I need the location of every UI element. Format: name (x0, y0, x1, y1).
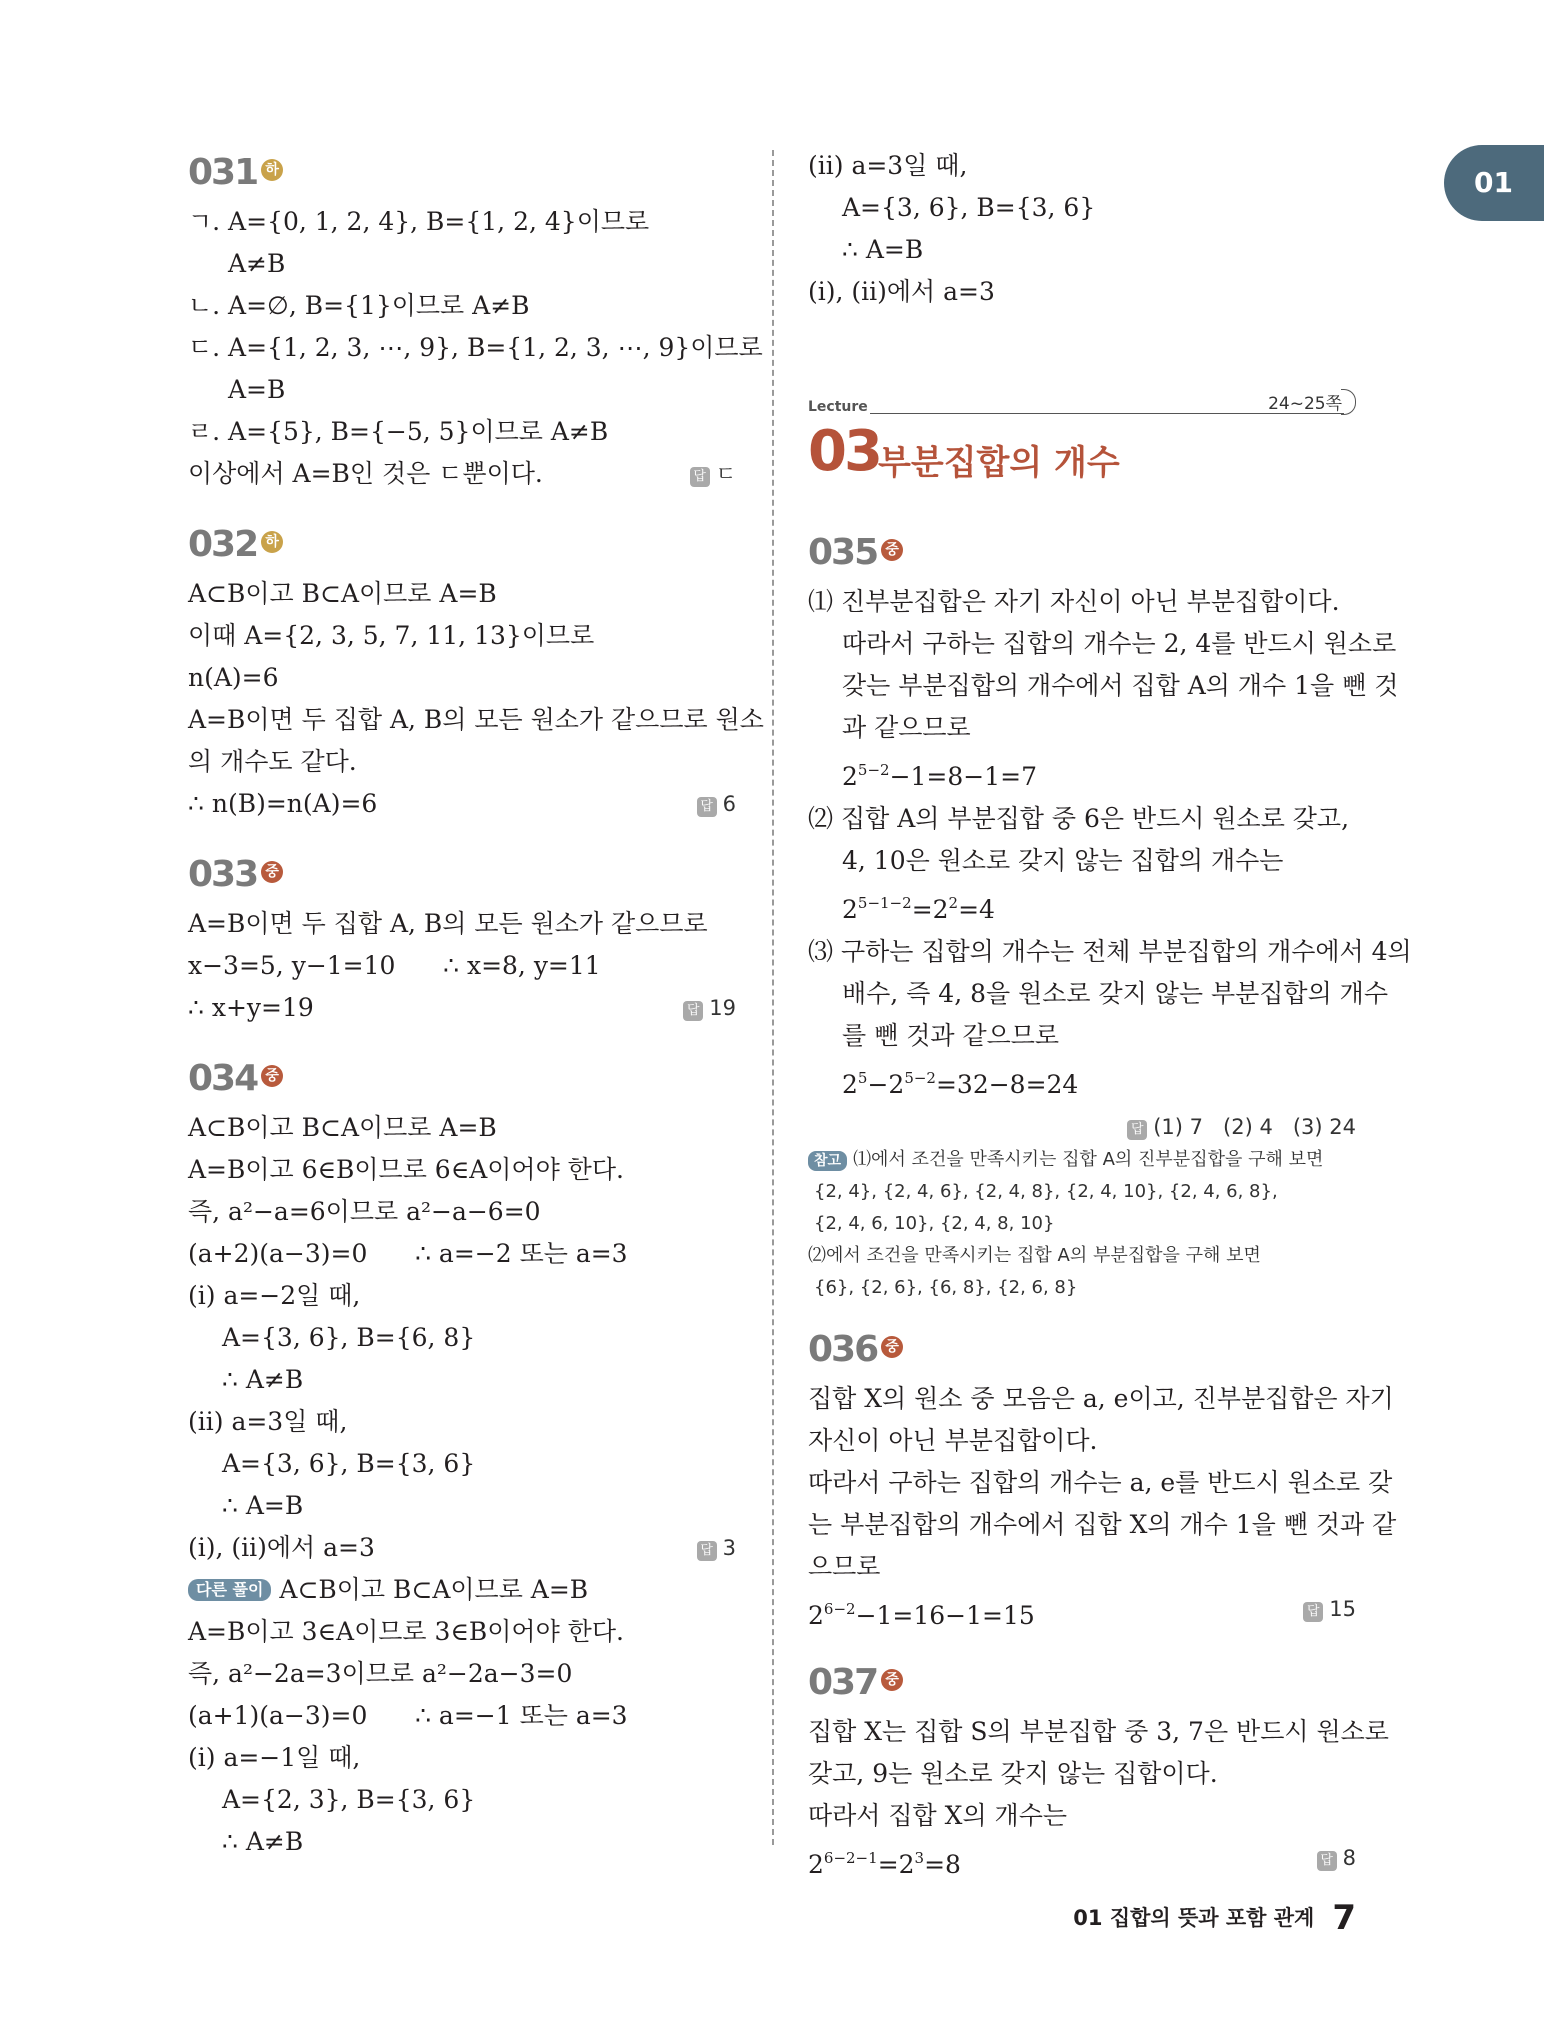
solution-line: ⑵ 집합 A의 부분집합 중 6은 반드시 원소로 갖고, (808, 804, 1350, 833)
answer-line (808, 1837, 1356, 1886)
formula-line (808, 749, 1356, 798)
formula-base: 2 (808, 1601, 824, 1630)
solution-line: ㄷ. A={1, 2, 3, ⋯, 9}, B={1, 2, 3, ⋯, 9}이므로 (188, 333, 763, 362)
solution-line: ∴ n(B)=n(A)=6 (188, 789, 378, 818)
lecture-pages: 24~25쪽 (1268, 394, 1342, 414)
formula-line (808, 1057, 1356, 1106)
solution-line: A=B (228, 375, 286, 404)
problem-number-037 (808, 1655, 1356, 1711)
solution-line: A={3, 6}, B={3, 6} (842, 193, 1096, 222)
problem-number: 037 (808, 1662, 878, 1703)
problem-number-035 (808, 525, 1356, 581)
answer-line (808, 1106, 1356, 1144)
solution-line: 는 부분집합의 개수에서 집합 X의 개수 1을 뺀 것과 같 (808, 1510, 1397, 1539)
problem-number-036 (808, 1322, 1356, 1378)
formula-rest: =32−8=24 (935, 1070, 1079, 1099)
formula-rest: =2 (911, 895, 949, 924)
answer-value: 19 (709, 996, 736, 1020)
solution-line: ∴ A≠B (222, 1365, 304, 1394)
answer (1127, 1106, 1356, 1148)
answer-badge: 답 (690, 467, 710, 487)
level-badge: 하 (261, 159, 283, 181)
solution-line: 즉, a²−2a=3이므로 a²−2a−3=0 (188, 1659, 573, 1688)
formula-exponent: 6−2 (823, 1600, 856, 1618)
page-number: 7 (1332, 1898, 1356, 1938)
solution-line: 갖는 부분집합의 개수에서 집합 A의 개수 1을 뺀 것 (842, 671, 1399, 700)
answer-badge: 답 (1303, 1602, 1323, 1622)
answer-line (188, 1527, 736, 1569)
solution-line: ㄴ. A=∅, B={1}이므로 A≠B (188, 291, 530, 320)
solution-line: A=B이면 두 집합 A, B의 모든 원소가 같으므로 원소 (188, 705, 764, 734)
problem-number: 035 (808, 532, 878, 573)
level-badge: 중 (881, 1669, 903, 1691)
solution-line: (a+2)(a−3)=0 ∴ a=−2 또는 a=3 (188, 1239, 628, 1268)
solution-line: A⊂B이고 B⊂A이므로 A=B (188, 1113, 497, 1142)
note-line: {2, 4}, {2, 4, 6}, {2, 4, 8}, {2, 4, 10}, {2, 4, 6, 8}, (814, 1181, 1278, 1202)
lecture-bracket (1341, 389, 1356, 415)
solution-line: (ⅰ) a=−2일 때, (188, 1281, 361, 1310)
level-badge: 중 (261, 861, 283, 883)
solution-line: n(A)=6 (188, 663, 279, 692)
solution-line: 따라서 구하는 집합의 개수는 a, e를 반드시 원소로 갖 (808, 1468, 1393, 1497)
solution-line: ∴ x+y=19 (188, 993, 314, 1022)
solution-line: ㄱ. A={0, 1, 2, 4}, B={1, 2, 4}이므로 (188, 207, 650, 236)
formula-rest: =2 (877, 1850, 915, 1879)
answer-line (808, 1588, 1356, 1637)
formula-rest: =4 (958, 895, 995, 924)
right-column (808, 145, 1412, 1886)
page-footer (1073, 1898, 1356, 1938)
formula-rest: =8 (924, 1850, 961, 1879)
solution-line: 즉, a²−a=6이므로 a²−a−6=0 (188, 1197, 541, 1226)
answer-value: 8 (1342, 1846, 1356, 1870)
solution-line: A={3, 6}, B={6, 8} (222, 1323, 476, 1352)
solution-line: A=B이고 6∈B이므로 6∈A이어야 한다. (188, 1155, 624, 1184)
solution-line: ㄹ. A={5}, B={−5, 5}이므로 A≠B (188, 417, 609, 446)
solution-line: A={2, 3}, B={3, 6} (222, 1785, 476, 1814)
solution-line: (a+1)(a−3)=0 ∴ a=−1 또는 a=3 (188, 1701, 628, 1730)
answer-badge: 답 (697, 1541, 717, 1561)
problem-number: 032 (188, 524, 258, 565)
answer-badge: 답 (1127, 1120, 1147, 1140)
solution-line: (ⅱ) a=3일 때, (808, 151, 968, 180)
solution-line: ⑶ 구하는 집합의 개수는 전체 부분집합의 개수에서 4의 (808, 937, 1412, 966)
answer (690, 453, 736, 495)
level-badge: 중 (261, 1065, 283, 1087)
formula-exponent: 5 (857, 1069, 868, 1087)
answer-value: 3 (722, 1536, 736, 1560)
solution-line: 배수, 즉 4, 8을 원소로 갖지 않는 부분집합의 개수 (842, 979, 1388, 1008)
solution-line: A=B이면 두 집합 A, B의 모든 원소가 같으므로 (188, 909, 708, 938)
answer-line (188, 783, 736, 825)
solution-line: ∴ A=B (222, 1491, 304, 1520)
note-line (808, 1144, 1356, 1176)
answer (697, 783, 736, 825)
left-column (188, 145, 764, 1863)
note-line: {2, 4, 6, 10}, {2, 4, 8, 10} (814, 1213, 1055, 1234)
answer-badge: 답 (697, 797, 717, 817)
solution-line: 과 같으므로 (842, 713, 971, 742)
problem-number-034 (188, 1051, 736, 1107)
note-text: ⑴에서 조건을 만족시키는 집합 A의 진부분집합을 구해 보면 (853, 1149, 1324, 1170)
problem-number-033 (188, 847, 736, 903)
formula-rest: −2 (867, 1070, 905, 1099)
answer-badge: 답 (683, 1001, 703, 1021)
solution-line: 따라서 구하는 집합의 개수는 2, 4를 반드시 원소로 (842, 629, 1397, 658)
level-badge: 중 (881, 1336, 903, 1358)
solution-line: (ⅰ), (ⅱ)에서 a=3 (188, 1533, 375, 1562)
formula-base: 2 (808, 1850, 824, 1879)
solution-line: A⊂B이고 B⊂A이므로 A=B (279, 1575, 589, 1604)
solution-line: ∴ A=B (842, 235, 924, 264)
formula-rest: −1=8−1=7 (889, 762, 1037, 791)
solution-line: 집합 X의 원소 중 모음은 a, e이고, 진부분집합은 자기 (808, 1384, 1394, 1413)
answer-value: (1) 7 (2) 4 (3) 24 (1153, 1115, 1356, 1139)
solution-line: 으므로 (808, 1552, 881, 1581)
chapter-tab: 01 (1444, 145, 1544, 221)
lecture-header (808, 375, 1356, 525)
solution-line: 4, 10은 원소로 갖지 않는 집합의 개수는 (842, 846, 1284, 875)
solution-line: 이상에서 A=B인 것은 ㄷ뿐이다. (188, 459, 543, 488)
formula-base: 2 (842, 762, 858, 791)
answer (1317, 1837, 1356, 1879)
formula-rest: −1=16−1=15 (855, 1601, 1035, 1630)
solution-line: 를 뺀 것과 같으므로 (842, 1021, 1060, 1050)
solution-line: 이때 A={2, 3, 5, 7, 11, 13}이므로 (188, 621, 595, 650)
alt-solution-label: 다른 풀이 (188, 1579, 271, 1601)
answer (1303, 1588, 1356, 1630)
answer-line (188, 987, 736, 1029)
formula-exponent: 2 (948, 894, 959, 912)
solution-line: (ⅰ), (ⅱ)에서 a=3 (808, 277, 995, 306)
column-divider (772, 150, 774, 1845)
problem-number: 033 (188, 854, 258, 895)
formula-exponent: 3 (914, 1849, 925, 1867)
answer-badge: 답 (1317, 1851, 1337, 1871)
lecture-label: Lecture (808, 399, 868, 415)
solution-line: ⑴ 진부분집합은 자기 자신이 아닌 부분집합이다. (808, 587, 1340, 616)
solution-line: 자신이 아닌 부분집합이다. (808, 1426, 1098, 1455)
problem-number: 031 (188, 152, 258, 193)
problem-number-032 (188, 517, 736, 573)
solution-line: A={3, 6}, B={3, 6} (222, 1449, 476, 1478)
lecture-number: 03 (808, 419, 880, 484)
answer-value: 6 (722, 792, 736, 816)
formula-exponent: 5−2 (857, 761, 890, 779)
formula-exponent: 6−2−1 (823, 1849, 878, 1867)
solution-line: A=B이고 3∈A이므로 3∈B이어야 한다. (188, 1617, 624, 1646)
problem-number: 034 (188, 1058, 258, 1099)
level-badge: 중 (881, 539, 903, 561)
formula-exponent: 5−2 (904, 1069, 936, 1087)
formula-line (808, 882, 1356, 931)
solution-line: 따라서 집합 X의 개수는 (808, 1801, 1067, 1830)
formula-base: 2 (842, 1070, 858, 1099)
answer (683, 987, 736, 1029)
solution-line: A⊂B이고 B⊂A이므로 A=B (188, 579, 497, 608)
solution-line: 갖고, 9는 원소로 갖지 않는 집합이다. (808, 1759, 1218, 1788)
answer-value: ㄷ (715, 462, 736, 486)
solution-line: ∴ A≠B (222, 1827, 304, 1856)
lecture-title: 부분집합의 개수 (878, 443, 1120, 483)
answer-value: 15 (1329, 1597, 1356, 1621)
answer (697, 1527, 736, 1569)
solution-line: 집합 X는 집합 S의 부분집합 중 3, 7은 반드시 원소로 (808, 1717, 1389, 1746)
note-line: {6}, {2, 6}, {6, 8}, {2, 6, 8} (814, 1277, 1078, 1298)
answer-line (188, 453, 736, 495)
solution-line: (ⅱ) a=3일 때, (188, 1407, 348, 1436)
solution-line: 의 개수도 같다. (188, 747, 357, 776)
solution-line: A≠B (228, 249, 286, 278)
alt-solution-line (188, 1569, 736, 1611)
chapter-title: 01 집합의 뜻과 포함 관계 (1073, 1906, 1315, 1930)
solution-line: x−3=5, y−1=10 ∴ x=8, y=11 (188, 951, 601, 980)
formula-base: 2 (842, 895, 858, 924)
problem-number-031 (188, 145, 736, 201)
problem-number: 036 (808, 1329, 878, 1370)
note-line: ⑵에서 조건을 만족시키는 집합 A의 부분집합을 구해 보면 (808, 1245, 1261, 1266)
solution-line: (ⅰ) a=−1일 때, (188, 1743, 361, 1772)
formula-exponent: 5−1−2 (857, 894, 912, 912)
note-label: 참고 (808, 1151, 847, 1171)
level-badge: 하 (261, 531, 283, 553)
